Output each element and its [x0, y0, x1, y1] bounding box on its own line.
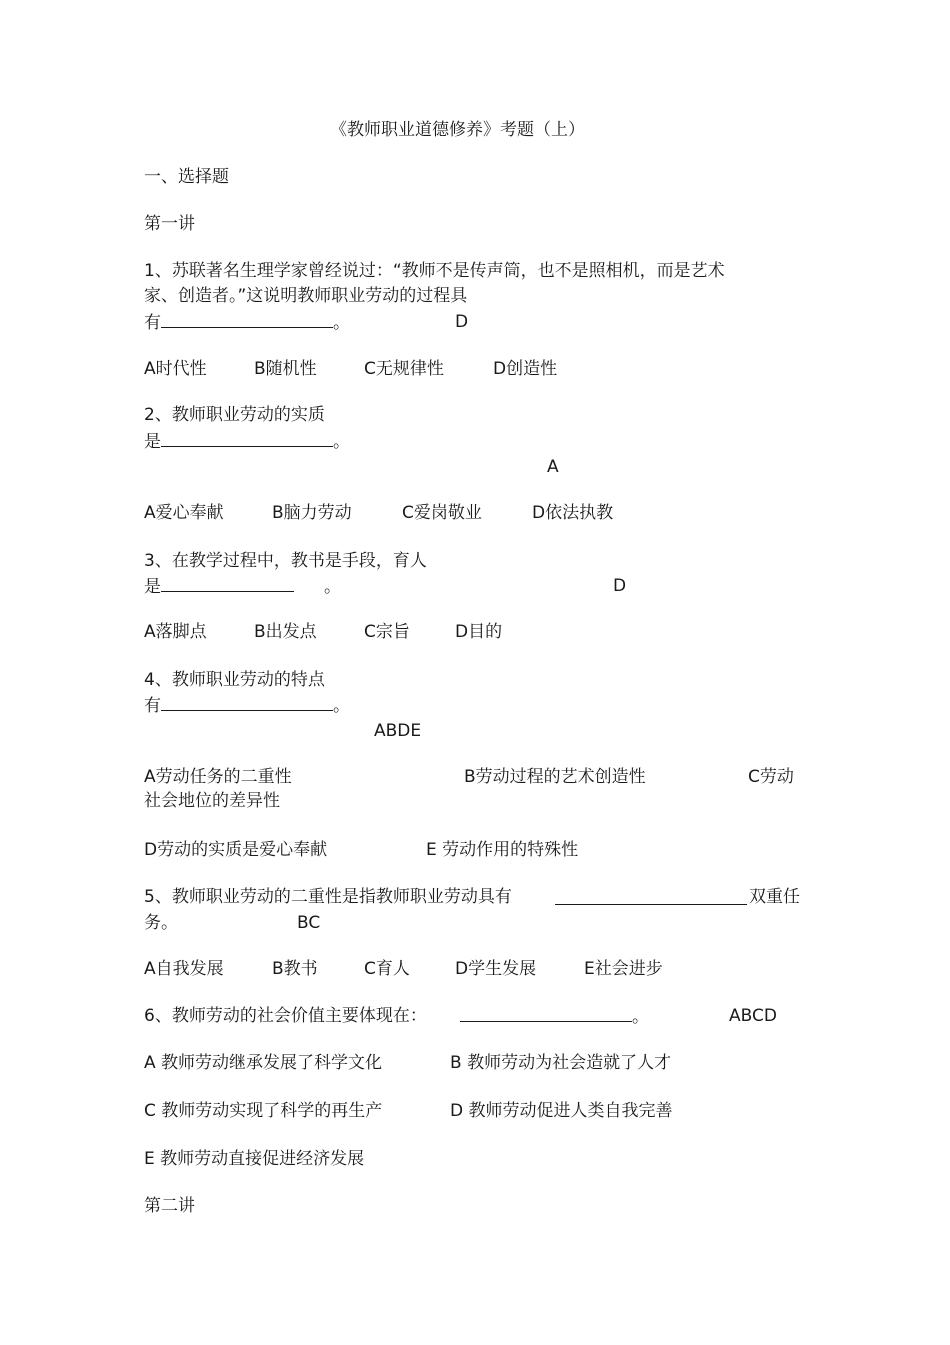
q1-answer-blank[interactable]	[161, 309, 333, 328]
q4-suffix: 。	[333, 696, 350, 716]
q5-text-line1: 5、教师职业劳动的二重性是指教师职业劳动具有	[144, 887, 512, 907]
q1-text-line1: 1、苏联著名生理学家曾经说过：“教师不是传声筒，也不是照相机，而是艺术	[144, 261, 725, 281]
document-title: 《教师职业道德修养》考题（上）	[330, 120, 585, 140]
q1-prefix: 有	[144, 313, 161, 333]
q6-answer-blank[interactable]	[460, 1003, 632, 1022]
q5-text-tail: 双重任	[749, 887, 800, 907]
q6-option-d: D 教师劳动促进人类自我完善	[450, 1101, 673, 1121]
q5-option-d: D学生发展	[455, 959, 537, 979]
q2-prefix: 是	[144, 432, 161, 452]
q1-option-d: D创造性	[493, 359, 558, 379]
q6-text-line1: 6、教师劳动的社会价值主要体现在：	[144, 1006, 427, 1026]
q5-text-line2: 务。	[144, 913, 178, 933]
q2-blank-line	[144, 428, 350, 455]
q5-answer-blank[interactable]	[555, 886, 747, 905]
q2-suffix: 。	[333, 432, 350, 452]
q6-option-b: B 教师劳动为社会造就了人才	[450, 1053, 672, 1073]
q3-option-a: A落脚点	[144, 622, 207, 642]
q4-option-e: E 劳动作用的特殊性	[426, 840, 579, 860]
q5-option-e: E社会进步	[584, 959, 663, 979]
q6-suffix: 。	[632, 1007, 649, 1027]
lecture-heading-1: 第一讲	[144, 214, 195, 234]
q4-text-line1: 4、教师职业劳动的特点	[144, 670, 325, 690]
q5-option-b: B教书	[272, 959, 318, 979]
q4-option-d: D劳动的实质是爱心奉献	[144, 840, 328, 860]
q1-option-a: A时代性	[144, 359, 207, 379]
q3-blank-line	[144, 573, 341, 600]
q3-suffix: 。	[324, 577, 341, 597]
q3-answer: D	[613, 576, 627, 596]
q2-option-c: C爱岗敬业	[402, 503, 482, 523]
q5-option-a: A自我发展	[144, 959, 224, 979]
q3-prefix: 是	[144, 577, 161, 597]
q4-blank-line	[144, 692, 350, 719]
q1-option-b: B随机性	[254, 359, 317, 379]
q6-option-a: A 教师劳动继承发展了科学文化	[144, 1053, 383, 1073]
section-heading: 一、选择题	[144, 167, 229, 187]
q2-answer: A	[547, 457, 559, 477]
q4-answer-blank[interactable]	[161, 692, 333, 711]
q3-option-d: D目的	[455, 622, 503, 642]
q4-option-c-cont: 社会地位的差异性	[144, 791, 280, 811]
q2-option-d: D依法执教	[532, 503, 614, 523]
q3-answer-blank[interactable]	[161, 573, 294, 592]
q3-text-line1: 3、在教学过程中，教书是手段，育人	[144, 551, 427, 571]
q6-blank-line	[460, 1003, 649, 1030]
q6-option-e: E 教师劳动直接促进经济发展	[144, 1149, 365, 1169]
q1-text-line2: 家、创造者。”这说明教师职业劳动的过程具	[144, 286, 468, 306]
q4-option-a: A劳动任务的二重性	[144, 767, 292, 787]
q4-option-c: C劳动	[748, 767, 794, 787]
q5-option-c: C育人	[364, 959, 410, 979]
lecture-heading-2: 第二讲	[144, 1196, 195, 1216]
q4-answer: ABDE	[374, 721, 422, 741]
q1-answer: D	[455, 312, 469, 332]
q4-option-b: B劳动过程的艺术创造性	[464, 767, 646, 787]
q1-option-c: C无规律性	[364, 359, 444, 379]
q1-suffix: 。	[333, 313, 350, 333]
q2-text-line1: 2、教师职业劳动的实质	[144, 405, 325, 425]
q4-prefix: 有	[144, 696, 161, 716]
q2-option-a: A爱心奉献	[144, 503, 224, 523]
q3-option-c: C宗旨	[364, 622, 410, 642]
q2-option-b: B脑力劳动	[272, 503, 352, 523]
q1-blank-line	[144, 309, 350, 336]
q3-option-b: B出发点	[254, 622, 317, 642]
q5-answer: BC	[297, 913, 321, 933]
q6-option-c: C 教师劳动实现了科学的再生产	[144, 1101, 383, 1121]
q2-answer-blank[interactable]	[161, 428, 333, 447]
q6-answer: ABCD	[729, 1006, 777, 1026]
